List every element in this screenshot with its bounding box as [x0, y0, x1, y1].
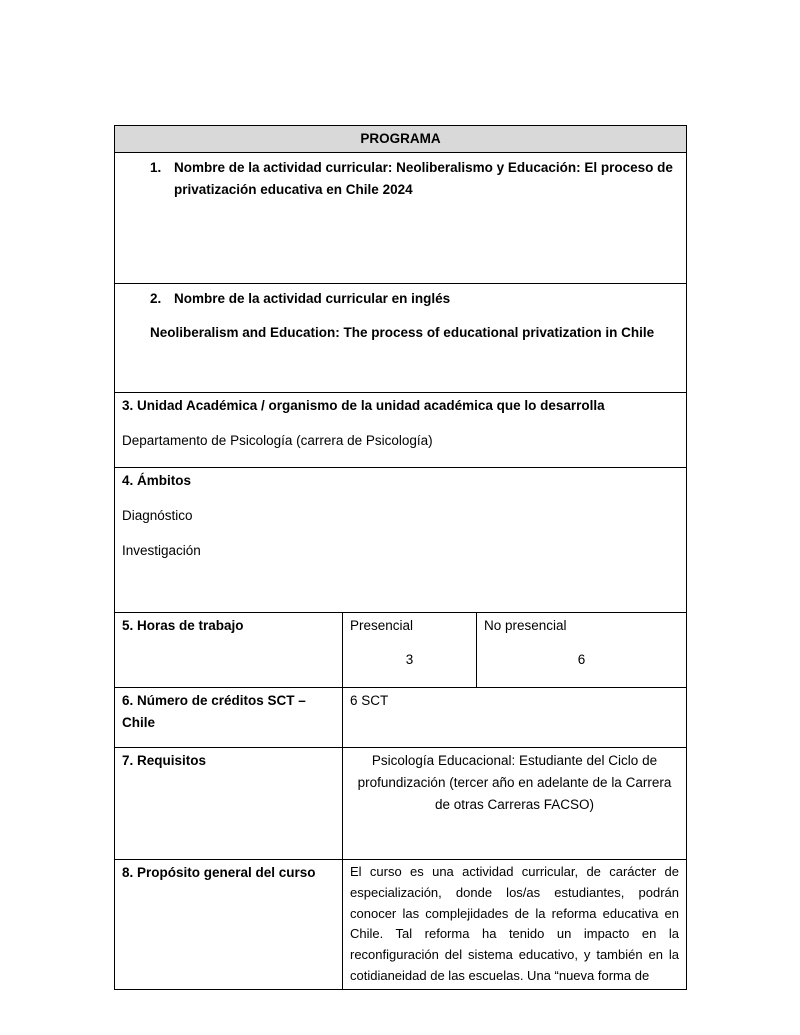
section-6-label-cell	[115, 688, 343, 748]
presencial-cell	[343, 613, 477, 688]
section-8-label-cell	[115, 860, 343, 990]
section-3-cell	[115, 393, 687, 468]
section-3-label: 3. Unidad Académica / organismo de la unidad académica que lo desarrolla	[122, 398, 605, 413]
section-7-value-cell	[343, 748, 687, 860]
presencial-label: Presencial	[350, 618, 414, 633]
section-2-number: 2.	[150, 291, 162, 306]
section-5-label-cell	[115, 613, 343, 688]
section-2-cell	[115, 284, 687, 393]
section-8-label: 8. Propósito general del curso	[122, 865, 316, 880]
section-6-value-cell	[343, 688, 687, 748]
section-2-label: Nombre de la actividad curricular en inglés	[174, 291, 451, 306]
section-1-number: 1.	[150, 160, 162, 175]
program-header	[115, 126, 687, 153]
section-1-cell	[115, 153, 687, 284]
section-1-text: Nombre de la actividad curricular: Neoliberalismo y Educación: El proceso de privatización educativa en Chile 2024	[174, 160, 673, 197]
section-8-value: El curso es una actividad curricular, de carácter de especialización, donde los/as estudiantes, podrán conocer las complejidades de la reforma educativa en Chile. Tal reforma ha tenido un impacto en la reconfiguración del sistema educativo, y también en la cotidianeidad de las escuelas. Una “nueva forma de	[350, 864, 679, 983]
section-7-label: 7. Requisitos	[122, 753, 207, 768]
section-7-label-cell	[115, 748, 343, 860]
program-table	[114, 125, 687, 990]
section-1-item	[122, 155, 679, 201]
no-presencial-label: No presencial	[484, 618, 567, 633]
section-6-label: 6. Número de créditos SCT – Chile	[122, 693, 306, 730]
section-4-item: Diagnóstico	[122, 508, 193, 523]
section-8-value-cell	[343, 860, 687, 990]
no-presencial-value: 6	[577, 652, 586, 667]
section-2-value: Neoliberalism and Education: The process of educational privatization in Chile	[150, 325, 655, 340]
section-4-cell	[115, 468, 687, 613]
section-6-value: 6 SCT	[350, 693, 389, 708]
section-4-item: Investigación	[122, 543, 201, 558]
no-presencial-cell	[477, 613, 687, 688]
section-7-value: Psicología Educacional: Estudiante del Ciclo de profundización (tercer año en adelante de la Carrera de otras Carreras FACSO)	[357, 753, 672, 812]
section-2-item	[122, 286, 679, 310]
section-4-label: 4. Ámbitos	[122, 473, 192, 488]
section-3-value: Departamento de Psicología (carrera de Psicología)	[122, 433, 433, 448]
section-5-label: 5. Horas de trabajo	[122, 618, 244, 633]
program-header-text: PROGRAMA	[360, 131, 441, 146]
presencial-value: 3	[405, 652, 414, 667]
